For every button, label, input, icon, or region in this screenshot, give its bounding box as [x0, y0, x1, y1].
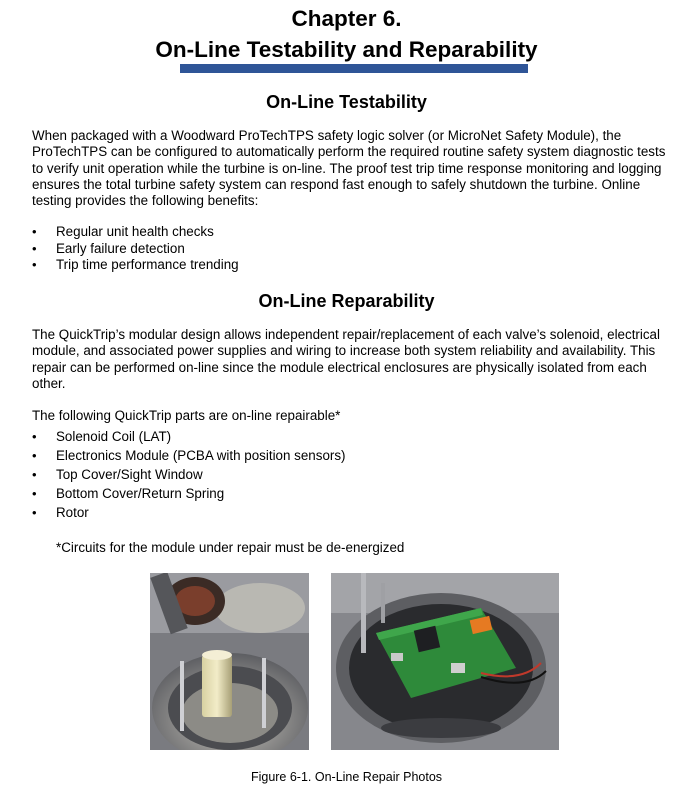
repair-photo-electronics-module-drawing	[331, 573, 559, 750]
chapter-title	[0, 3, 693, 65]
repair-photo-solenoid-drawing	[150, 573, 309, 750]
benefits-list	[32, 224, 239, 274]
chapter-name: On-Line Testability and Reparability	[155, 37, 538, 62]
list-item: • Early failure detection	[32, 241, 239, 258]
repair-photo-solenoid	[150, 573, 309, 750]
figure-caption: Figure 6-1. On-Line Repair Photos	[250, 770, 443, 784]
list-item: • Solenoid Coil (LAT)	[32, 427, 346, 446]
de-energize-note: *Circuits for the module under repair must be de-energized	[56, 540, 405, 555]
repair-photo-electronics-module	[331, 573, 559, 750]
parts-list	[32, 427, 346, 522]
testability-heading: On-Line Testability	[266, 92, 427, 112]
list-item: • Rotor	[32, 503, 346, 522]
title-underline-bar	[180, 64, 528, 73]
reparability-heading: On-Line Reparability	[258, 291, 435, 311]
list-item: • Trip time performance trending	[32, 257, 239, 274]
list-item: • Top Cover/Sight Window	[32, 465, 346, 484]
list-item: • Electronics Module (PCBA with position sensors)	[32, 446, 346, 465]
list-item: • Bottom Cover/Return Spring	[32, 484, 346, 503]
reparability-paragraph: The QuickTrip’s modular design allows independent repair/replacement of each valve’s solenoid, electrical module, and associated power supplies and wiring to increase both system reliability and availability. This repair can be performed on-line since the module electrical enclosures are physically isolated from each other.	[32, 327, 660, 391]
list-item: • Regular unit health checks	[32, 224, 239, 241]
testability-paragraph: When packaged with a Woodward ProTechTPS safety logic solver (or MicroNet Safety Module), the ProTechTPS can be configured to automatically perform the required routine safety system diagnostic tests to verify unit operation while the turbine is on-line. The proof test trip time response monitoring and logging ensures the total turbine safety system can respond fast enough to safely shutdown the turbine. Online testing provides the following benefits:	[32, 128, 666, 209]
chapter-number: Chapter 6.	[291, 6, 402, 31]
parts-intro: The following QuickTrip parts are on-line repairable*	[32, 408, 341, 423]
